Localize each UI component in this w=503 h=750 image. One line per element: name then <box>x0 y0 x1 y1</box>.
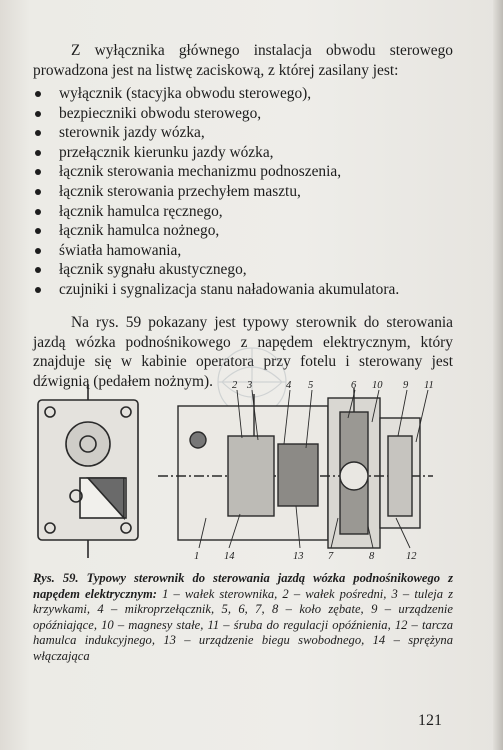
list-item: sterownik jazdy wózka, <box>33 123 453 143</box>
figure-label-top: 5 <box>308 380 314 391</box>
figure-label-top: 6 <box>351 380 357 391</box>
figure-label-top: 9 <box>403 380 409 391</box>
figure-label-top: 11 <box>424 380 434 391</box>
caption-body: 1 – wałek sterownika, 2 – wałek pośredni, 3 – tuleja z krzywkami, 4 – mikroprzełącznik, 5, 6, 7, 8 – koło zębate, 9 – urządzenie opóźniające, 10 – magnesy stałe, 11 – śruba do regulacji opóźnienia, 12 – tarcza hamulca indukcyjnego, 13 – urządzenie biegu swobodnego, 14 – sprężyna włączająca <box>33 586 453 663</box>
list-item: światła hamowania, <box>33 241 453 261</box>
intro-paragraph <box>33 41 453 80</box>
list-item: łącznik hamulca nożnego, <box>33 221 453 241</box>
supply-list <box>33 84 453 300</box>
list-item: łącznik sterowania przechyłem masztu, <box>33 182 453 202</box>
figure-label-bottom: 8 <box>369 551 375 562</box>
side-view <box>38 384 138 558</box>
list-item: wyłącznik (stacyjka obwodu sterowego), <box>33 84 453 104</box>
figure-label-bottom: 13 <box>293 551 304 562</box>
figure-label-top: 3 <box>247 380 253 391</box>
figure-caption <box>33 571 453 665</box>
list-item: łącznik sterowania mechanizmu podnoszenia, <box>33 162 453 182</box>
page-number: 121 <box>418 712 442 729</box>
caption-title: Rys. 59. Typowy sterownik do sterowania jazdą wózka podnośnikowego z napędem elektrycznym: <box>33 571 453 601</box>
figure-label-bottom: 12 <box>406 551 417 562</box>
list-item: czujniki i sygnalizacja stanu naładowania akumulatora. <box>33 280 453 300</box>
list-item: przełącznik kierunku jazdy wózka, <box>33 143 453 163</box>
figure-label-bottom: 7 <box>328 551 334 562</box>
list-item: bezpieczniki obwodu sterowego, <box>33 104 453 124</box>
page-binding-shadow <box>493 0 503 750</box>
list-item: łącznik sygnału akustycznego, <box>33 260 453 280</box>
figure-label-top: 4 <box>286 380 292 391</box>
controller-text: Na rys. 59 pokazany jest typowy sterownik do sterowania jazdą wózka podnośnikowego z napędem elektrycznym, który znajduje się w kabinie operatora przy fotelu i sterowany jest dźwignią (pedałem nożnym). <box>33 314 453 390</box>
controller-drawing <box>28 378 443 564</box>
figure-label-top: 10 <box>372 380 383 391</box>
intro-text: Z wyłącznika głównego instalacja obwodu sterowego prowadzona jest na listwę zaciskową, z której zasilany jest: <box>33 42 453 79</box>
figure-label-bottom: 14 <box>224 551 235 562</box>
figure-label-bottom: 1 <box>194 551 200 562</box>
figure-label-top: 2 <box>232 380 238 391</box>
list-item: łącznik hamulca ręcznego, <box>33 202 453 222</box>
section-view <box>158 388 433 548</box>
